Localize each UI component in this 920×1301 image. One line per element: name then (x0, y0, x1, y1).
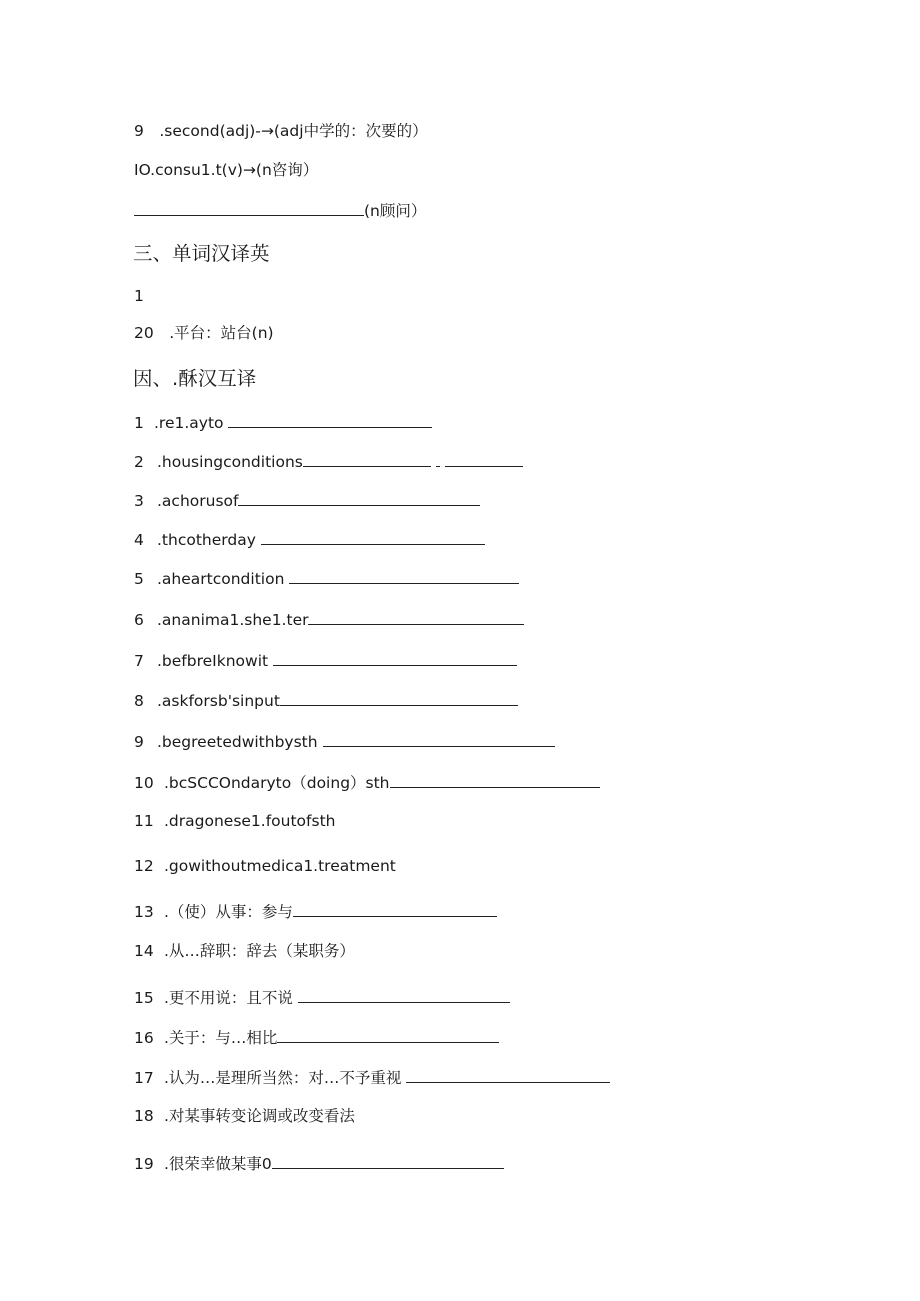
item-text: .bcSCCOndaryto（doing）sth (164, 774, 390, 792)
phrase-item-9 (134, 730, 555, 752)
answer-blank[interactable] (323, 730, 555, 747)
answer-blank[interactable] (445, 450, 523, 467)
item-text: .很荣幸做某事0 (164, 1155, 272, 1173)
answer-blank[interactable] (406, 1066, 610, 1083)
item-text: .ananima1.she1.ter (157, 611, 309, 629)
phrase-item-5 (134, 567, 519, 589)
phrase-item-2 (134, 450, 523, 472)
phrase-item-3 (134, 489, 480, 511)
phrase-item-12 (134, 856, 396, 876)
item-number: 10 (134, 774, 154, 792)
item-number: 13 (134, 903, 154, 921)
phrase-item-14 (134, 941, 355, 961)
item-number: 15 (134, 989, 154, 1007)
item-text: .gowithoutmedica1.treatment (164, 857, 396, 875)
answer-blank[interactable] (289, 567, 519, 584)
item-text: .认为…是理所当然：对…不予重视 (164, 1069, 402, 1087)
phrase-item-17 (134, 1066, 610, 1088)
item-number: 5 (134, 570, 144, 588)
item-text: .关于：与…相比 (164, 1029, 278, 1047)
item-text: .achorusof (157, 492, 239, 510)
item-text: IO.consu1.t(v)→(n咨询） (134, 161, 319, 179)
answer-blank[interactable] (272, 1152, 504, 1169)
answer-blank[interactable] (280, 689, 518, 706)
item-text: .dragonese1.foutofsth (164, 812, 336, 830)
item-text: .更不用说：且不说 (164, 989, 293, 1007)
item-number: 19 (134, 1155, 154, 1173)
answer-blank[interactable] (261, 528, 485, 545)
translate-item-1 (134, 286, 144, 306)
item-text: .从…辞职：辞去（某职务） (164, 942, 355, 960)
word-form-item-10 (134, 160, 318, 180)
answer-blank[interactable] (390, 771, 600, 788)
item-number: 2 (134, 453, 144, 471)
phrase-item-11 (134, 811, 335, 831)
item-text: (n顾问） (364, 202, 427, 220)
item-text: .（使）从事：参与 (164, 903, 293, 921)
item-number: 12 (134, 857, 154, 875)
item-text: .对某事转变论调或改变看法 (164, 1107, 355, 1125)
item-number: 1 (134, 414, 144, 432)
phrase-item-16 (134, 1026, 499, 1048)
word-form-item-9 (134, 121, 428, 141)
item-number: 4 (134, 531, 144, 549)
item-number: 16 (134, 1029, 154, 1047)
section-heading-3: 三、单词汉译英 (133, 242, 270, 265)
phrase-item-19 (134, 1152, 504, 1174)
item-text: .housingconditions (157, 453, 303, 471)
item-number: 7 (134, 652, 144, 670)
answer-blank[interactable] (308, 608, 524, 625)
answer-blank[interactable] (277, 1026, 499, 1043)
item-text: .begreetedwithbysth (157, 733, 318, 751)
item-text: .re1.ayto (154, 414, 224, 432)
section-heading-4: 因、.酥汉互译 (133, 367, 257, 390)
answer-blank[interactable] (273, 649, 517, 666)
phrase-item-4 (134, 528, 485, 550)
word-form-item-10b (134, 199, 426, 221)
item-text: .aheartcondition (157, 570, 285, 588)
answer-blank[interactable] (228, 411, 432, 428)
item-text: 9 .second(adj)-→(adj中学的：次要的） (134, 122, 428, 140)
item-number: 14 (134, 942, 154, 960)
item-number: 1 (134, 287, 144, 305)
item-number: 8 (134, 692, 144, 710)
item-number: 18 (134, 1107, 154, 1125)
item-number: 3 (134, 492, 144, 510)
item-text: .askforsb'sinput (157, 692, 280, 710)
item-text: .befbreIknowit (157, 652, 269, 670)
translate-item-20 (134, 323, 274, 343)
item-text: 20 .平台：站台(n) (134, 324, 274, 342)
item-number: 9 (134, 733, 144, 751)
answer-blank[interactable] (436, 450, 440, 467)
phrase-item-18 (134, 1106, 355, 1126)
answer-blank[interactable] (134, 199, 364, 216)
answer-blank[interactable] (303, 450, 431, 467)
phrase-item-13 (134, 900, 497, 922)
phrase-item-15 (134, 986, 510, 1008)
item-number: 6 (134, 611, 144, 629)
phrase-item-10 (134, 771, 600, 793)
item-number: 11 (134, 812, 154, 830)
item-text: .thcotherday (157, 531, 256, 549)
answer-blank[interactable] (293, 900, 497, 917)
phrase-item-6 (134, 608, 524, 630)
phrase-item-8 (134, 689, 518, 711)
answer-blank[interactable] (238, 489, 480, 506)
phrase-item-7 (134, 649, 517, 671)
phrase-item-1 (134, 411, 432, 433)
item-number: 17 (134, 1069, 154, 1087)
answer-blank[interactable] (298, 986, 510, 1003)
